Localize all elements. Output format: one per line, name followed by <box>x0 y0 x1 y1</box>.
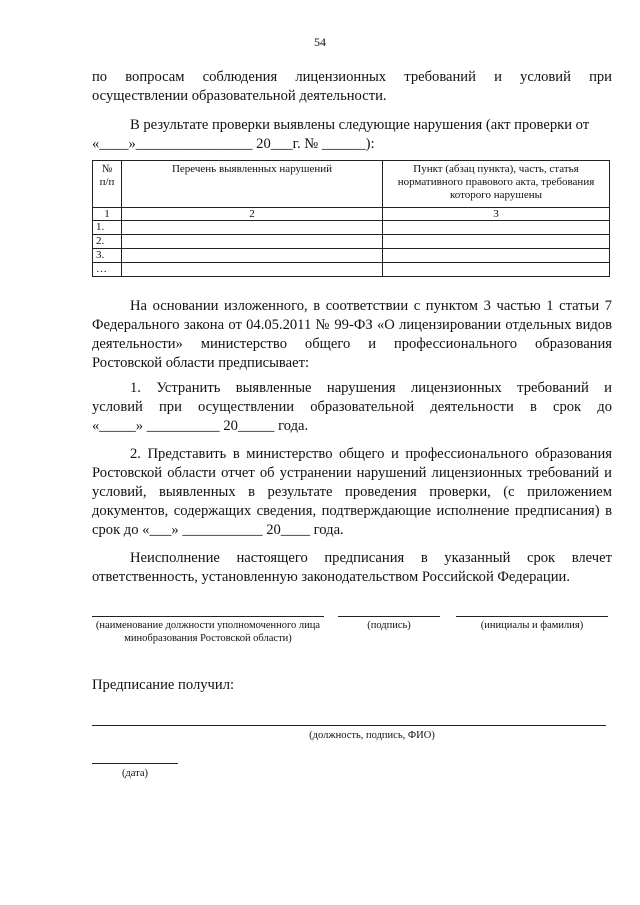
name-line <box>456 616 608 617</box>
header-violations: Перечень выявленных нарушений <box>122 161 383 208</box>
name-caption: (инициалы и фамилия) <box>480 620 584 631</box>
row-number: 2. <box>93 235 122 249</box>
position-caption: (наименование должности уполномоченного лица минобразования Ростовской области) <box>95 620 321 644</box>
item-1-line-1: 1. Устранить выявленные нарушения лицензионных требований и <box>130 380 612 396</box>
violations-intro <box>92 116 612 154</box>
basis-paragraph: На основании изложенного, в соответствии с пунктом 3 частью 1 статьи 7 Федерального закона от 04.05.2011 № 99-ФЗ «О лицензировании отдельных видов деятельности» министерство общего и профессионального образования Ростовской области предписывает: <box>92 298 612 371</box>
date-caption: (дата) <box>121 768 149 779</box>
violations-table <box>92 160 610 277</box>
table-row <box>93 235 610 249</box>
header-legal-act: Пункт (абзац пункта), часть, статья нормативного правового акта, требования которого нарушены <box>383 161 610 208</box>
item-1-line-3: «_____» __________ 20_____ года. <box>92 418 309 434</box>
item-2: 2. Представить в министерство общего и профессионального образования Ростовской области отчет об устранении нарушений лицензионных требований и условий, выявленных в результате проведения проверки, (с приложением документов, содержащих сведения, подтверждающие исполнение предписания) в срок до «___» ___________ 20____ года. <box>92 446 612 538</box>
row-number: 3. <box>93 249 122 263</box>
item-1 <box>92 379 612 436</box>
table-header-row <box>93 161 610 208</box>
warning-paragraph: Неисполнение настоящего предписания в указанный срок влечет ответственность, установленную законодательством Российской Федерации. <box>92 550 612 585</box>
intro-line-2: осуществлении образовательной деятельности. <box>92 88 387 104</box>
page-number: 54 <box>314 35 326 49</box>
signature-line <box>338 616 440 617</box>
col-number-1: 1 <box>93 208 122 221</box>
date-line <box>92 763 178 764</box>
table-row <box>93 221 610 235</box>
violations-intro-line-1: В результате проверки выявлены следующие нарушения (акт проверки от <box>130 117 590 133</box>
violations-intro-line-2: «____»________________ 20___г. № ______): <box>92 136 375 152</box>
row-number: … <box>93 263 122 277</box>
intro-paragraph <box>92 68 612 106</box>
table-row <box>93 263 610 277</box>
header-number: № п/п <box>93 161 122 208</box>
intro-line-1: по вопросам соблюдения лицензионных требований и условий при <box>92 69 612 85</box>
col-number-3: 3 <box>383 208 610 221</box>
table-row <box>93 249 610 263</box>
signature-caption: (подпись) <box>367 620 411 631</box>
item-1-line-2: условий при осуществлении образовательной деятельности в срок до <box>92 399 612 415</box>
received-details-line <box>92 725 606 726</box>
received-label: Предписание получил: <box>92 677 235 693</box>
row-number: 1. <box>93 221 122 235</box>
position-line <box>92 616 324 617</box>
table-column-numbers <box>93 208 610 221</box>
col-number-2: 2 <box>122 208 383 221</box>
received-details-caption: (должность, подпись, ФИО) <box>309 730 435 741</box>
